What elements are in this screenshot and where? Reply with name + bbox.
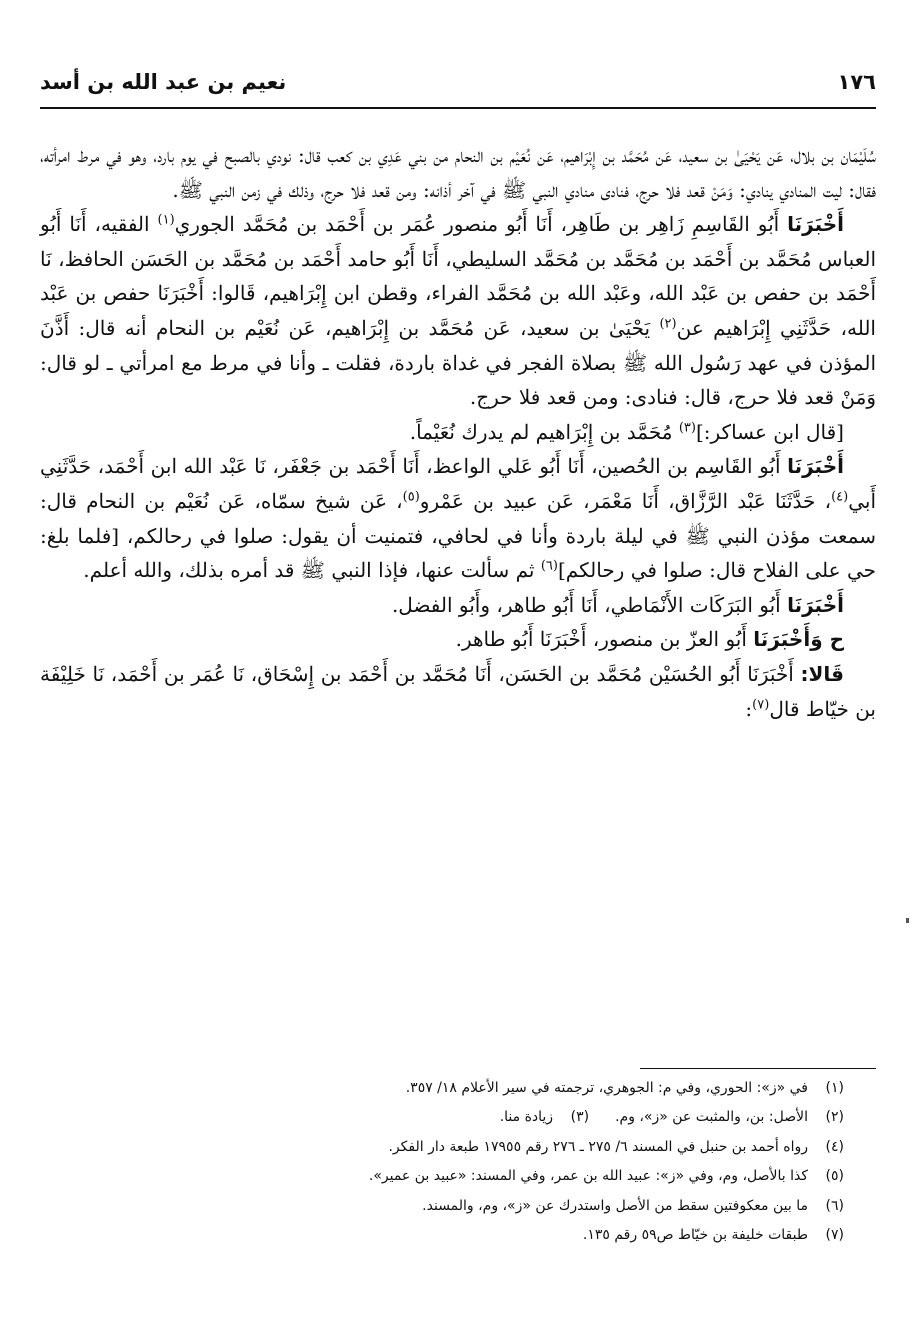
text-run: أَبُو العزّ بن منصور، أَخْبَرَنَا أَبُو طاهر. — [455, 627, 754, 652]
text-run: أَبُو القَاسِمِ زَاهِر بن طَاهِر، أَنَا أَبُو منصور عُمَر بن أَحْمَد بن مُحَمَّد الجوري — [174, 212, 788, 237]
paragraph — [40, 415, 876, 450]
footnote-ref: (٢) — [659, 316, 677, 332]
footnote-text: ما بين معكوفتين سقط من الأصل واستدرك عن «ز»، وم، والمسند. — [422, 1197, 808, 1214]
chain-keyword: أَخْبَرَنَا — [787, 454, 844, 479]
footnote-text: رواه أحمد بن حنبل في المسند ٦/ ٢٧٥ ـ ٢٧٦ رقم ١٧٩٥٥ طبعة دار الفكر. — [388, 1138, 808, 1155]
footnote-1 — [60, 1074, 844, 1103]
footnote-text: في «ز»: الحوري، وفي م: الجوهري، ترجمته في سير الأعلام ١٨/ ٣٥٧. — [405, 1080, 808, 1096]
footnote-ref: (١) — [157, 212, 175, 228]
footnote-number: (٧) — [825, 1227, 844, 1244]
text-run: مُحَمَّد بن إِبْرَاهيم لم يدرك نُعَيْماً. — [409, 419, 679, 444]
text-run: سُلَيْمَان بن بلال، عَن يَحْيَىٰ بن سعيد، عَن مُحَمَّد بن إِبْرَاهيم، عَن نُعَيْم بن النحام من بني عَدِي بن كعب قال: نودي بالصبح في يوم بارد، وهو في مرط امرأته، فقال: ليت المنادي ينادي: وَمَنْ قعد فلا حرج، فنادى منادي النبي ﷺ في آخر أذانه: ومن قعد فلا حرج، وذلك في زمن النبي ﷺ. — [40, 143, 876, 202]
running-title: نعيم بن عبد الله بن أسد — [40, 70, 287, 94]
page-number: ١٧٦ — [837, 70, 876, 94]
text-run: ثم سألت عنها، فإذا النبي ﷺ قد أمره بذلك، والله أعلم. — [83, 558, 541, 583]
text-run: يَحْيَىٰ بن سعيد، عَن مُحَمَّد بن إِبْرَاهيم، عَن نُعَيْم بن النحام أنه قال: أَذَّنَ المؤذن في عهد رَسُول الله ﷺ بصلاة الفجر في غداة باردة، فقلت ـ وأنا في مرط مع امرأتي ـ لو قال: وَمَنْ قعد فلا حرج، قال: فنادى: ومن قعد فلا حرج. — [40, 315, 876, 410]
text-run: ، عَن شيخ سمّاه، عَن نُعَيْم بن النحام قال: سمعت مؤذن النبي ﷺ في ليلة باردة وأنا في لحافي، فتمنيت أن يقول: صلوا في رحالكم، [فلما بلغ: حي على الفلاح قال: صلوا في رحالكم] — [40, 488, 876, 583]
footnote-text: زيادة منا. — [499, 1109, 554, 1126]
footnote-text: كذا بالأصل، وم، وفي «ز»: عبيد الله بن عمر، وفي المسند: «عبيد بن عمير». — [368, 1168, 808, 1185]
chain-keyword: أَخْبَرَنَا — [787, 212, 845, 237]
footnote-number: (٣) — [570, 1109, 590, 1126]
footnote-2 — [60, 1103, 844, 1132]
chain-keyword: ح وَأَخْبَرَنَا — [753, 627, 844, 652]
footnote-number: (٤) — [825, 1138, 844, 1155]
footnote-number: (١) — [825, 1080, 844, 1096]
footnote-ref: (٦) — [540, 558, 558, 574]
footnotes — [60, 1074, 844, 1250]
footnote-rule — [640, 1068, 876, 1069]
footnote-7 — [60, 1221, 844, 1250]
text-run: أَخْبَرَنَا أَبُو الحُسَيْن مُحَمَّد بن الحَسَن، أَنَا مُحَمَّد بن أَحْمَد بن إِسْحَاق، نَا عُمَر بن أَحْمَد، نَا خَلِيْفَة بن خيّاط قال — [40, 661, 876, 721]
paragraph — [40, 207, 876, 415]
footnote-ref: (٧) — [752, 696, 770, 712]
header-rule — [40, 107, 876, 109]
running-header — [40, 70, 876, 102]
paragraph — [40, 622, 876, 657]
text-run: أَبُو البَرَكَات الأَنْمَاطي، أَنَا أَبُو طاهر، وأَبُو الفضل. — [391, 592, 788, 617]
text-run: أَبُو القَاسِم بن الحُصين، أَنَا أَبُو عَلي الواعظ، أَنَا أَحْمَد بن جَعْفَر، نَا عَبْد الله ابن أَحْمَد، حَدَّثَنِي أَبي — [40, 454, 876, 513]
chain-keyword: أَخْبَرَنَا — [787, 592, 844, 617]
footnote-text: الأصل: بن، والمثبت عن «ز»، وم. — [615, 1109, 808, 1126]
chain-keyword: قَالا: — [800, 661, 844, 686]
footnote-number: (٢) — [825, 1109, 844, 1126]
footnote-ref: (٤) — [831, 489, 849, 505]
footnote-4 — [60, 1133, 844, 1162]
paragraph — [40, 449, 876, 587]
footnote-ref: (٣) — [678, 420, 696, 436]
text-run: [قال ابن عساكر:] — [695, 419, 844, 444]
text-run: ، حَدَّثَنَا عَبْد الرَّزَّاق، أَنَا مَعْمَر، عَن عبيد بن عَمْرو — [419, 488, 832, 513]
footnote-6 — [60, 1192, 844, 1221]
scan-mark — [906, 918, 909, 923]
paragraph — [40, 138, 876, 207]
footnote-number: (٦) — [825, 1197, 844, 1214]
footnote-5 — [60, 1162, 844, 1191]
paragraph — [40, 588, 876, 623]
footnote-number: (٥) — [825, 1168, 844, 1185]
footnote-ref: (٥) — [402, 489, 420, 505]
main-text — [40, 138, 876, 726]
footnote-text: طبقات خليفة بن خيّاط ص٥٩ رقم ١٣٥. — [582, 1227, 808, 1244]
paragraph — [40, 657, 876, 726]
text-run: الفقيه، أَنَا أَبُو العباس مُحَمَّد بن أَحْمَد بن مُحَمَّد بن مُحَمَّد السليطي، أَنَا أَبُو حامد أَحْمَد بن مُحَمَّد بن الحَسَن الحافظ، نَا أَحْمَد بن حفص بن عَبْد الله، وعَبْد الله بن مُحَمَّد الفراء، وقطن ابن إِبْرَاهيم، قَالوا: أَخْبَرَنَا حفص بن عَبْد الله، حَدَّثَنِي إِبْرَاهيم عن — [40, 212, 876, 340]
text-run: : — [745, 696, 753, 721]
